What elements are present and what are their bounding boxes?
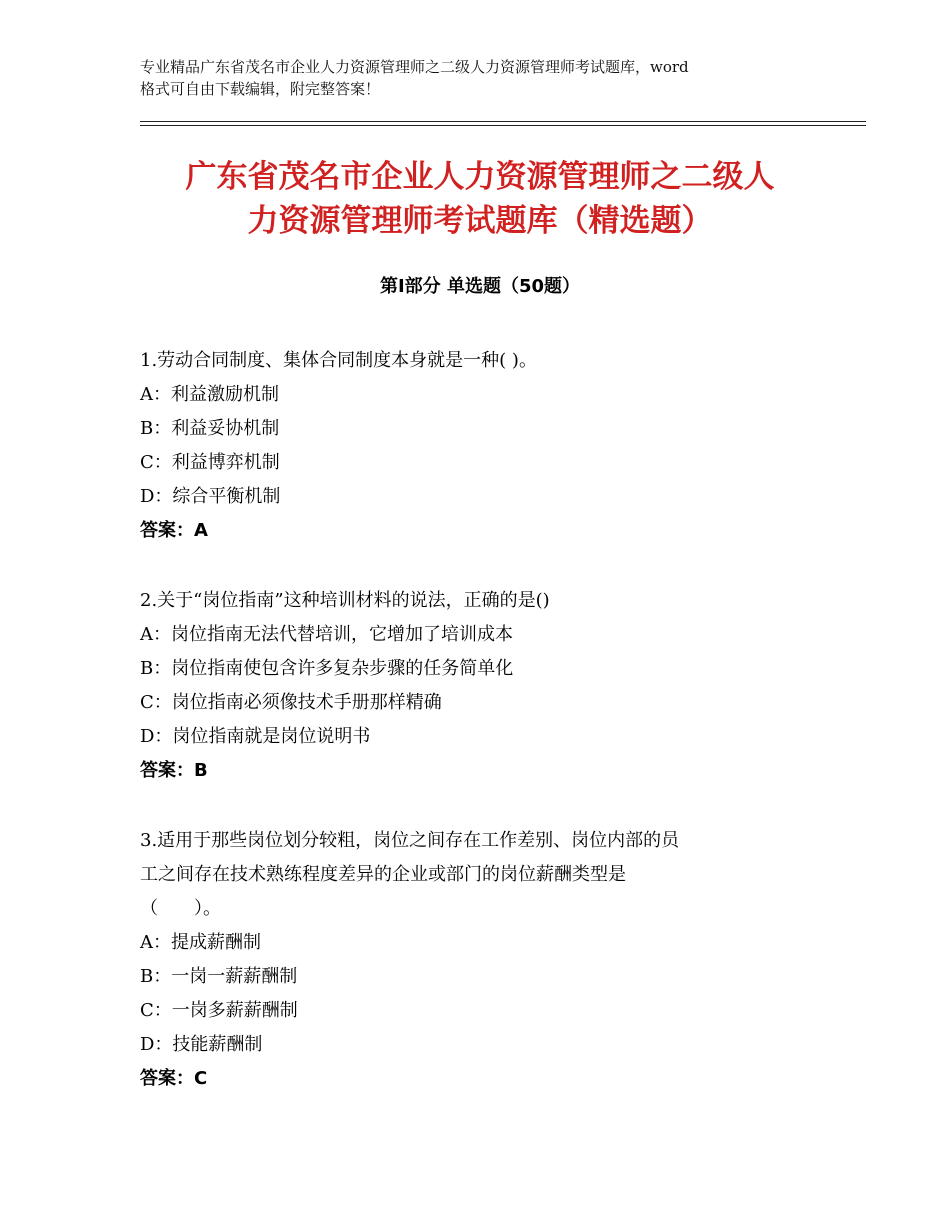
header-line-2: 格式可自由下载编辑，附完整答案！ bbox=[140, 80, 381, 98]
question-3-text bbox=[140, 824, 820, 926]
document-title bbox=[140, 155, 820, 243]
question-text-line: 工之间存在技术熟练程度差异的企业或部门的岗位薪酬类型是 bbox=[140, 864, 626, 885]
question-2 bbox=[140, 584, 820, 788]
question-1-option-c: C：利益博弈机制 bbox=[140, 452, 280, 473]
question-2-option-a: A：岗位指南无法代替培训，它增加了培训成本 bbox=[140, 624, 513, 645]
question-text-line: 1.劳动合同制度、集体合同制度本身就是一种( )。 bbox=[140, 350, 537, 371]
question-2-text bbox=[140, 584, 820, 618]
question-1 bbox=[140, 344, 820, 548]
question-2-option-b: B：岗位指南使包含许多复杂步骤的任务简单化 bbox=[140, 658, 514, 679]
header-divider-top bbox=[140, 121, 866, 122]
question-1-text bbox=[140, 344, 820, 378]
question-3-answer: 答案：C bbox=[140, 1068, 208, 1089]
question-1-option-a: A：利益激励机制 bbox=[140, 384, 279, 405]
question-1-answer: 答案：A bbox=[140, 520, 208, 541]
document-header bbox=[140, 56, 830, 100]
question-text-line: （ ）。 bbox=[140, 898, 221, 919]
question-text-line: 2.关于“岗位指南”这种培训材料的说法，正确的是() bbox=[140, 590, 550, 611]
question-3-option-c: C：一岗多薪薪酬制 bbox=[140, 1000, 298, 1021]
question-2-option-c: C：岗位指南必须像技术手册那样精确 bbox=[140, 692, 442, 713]
question-2-option-d: D：岗位指南就是岗位说明书 bbox=[140, 726, 371, 747]
question-3-option-d: D：技能薪酬制 bbox=[140, 1034, 263, 1055]
question-3-option-a: A：提成薪酬制 bbox=[140, 932, 261, 953]
question-text-line: 3.适用于那些岗位划分较粗，岗位之间存在工作差别、岗位内部的员 bbox=[140, 830, 680, 851]
question-1-option-b: B：利益妥协机制 bbox=[140, 418, 280, 439]
section-title: 第Ⅰ部分 单选题（50题） bbox=[379, 276, 580, 297]
question-2-answer: 答案：B bbox=[140, 760, 208, 781]
title-line-2: 力资源管理师考试题库（精选题） bbox=[247, 203, 713, 239]
question-1-option-d: D：综合平衡机制 bbox=[140, 486, 281, 507]
question-3 bbox=[140, 824, 820, 1096]
question-3-option-b: B：一岗一薪薪酬制 bbox=[140, 966, 298, 987]
header-line-1: 专业精品广东省茂名市企业人力资源管理师之二级人力资源管理师考试题库，word bbox=[140, 58, 689, 76]
title-line-1: 广东省茂名市企业人力资源管理师之二级人 bbox=[185, 159, 775, 195]
question-list bbox=[140, 344, 820, 1132]
header-divider-bottom bbox=[140, 125, 866, 126]
